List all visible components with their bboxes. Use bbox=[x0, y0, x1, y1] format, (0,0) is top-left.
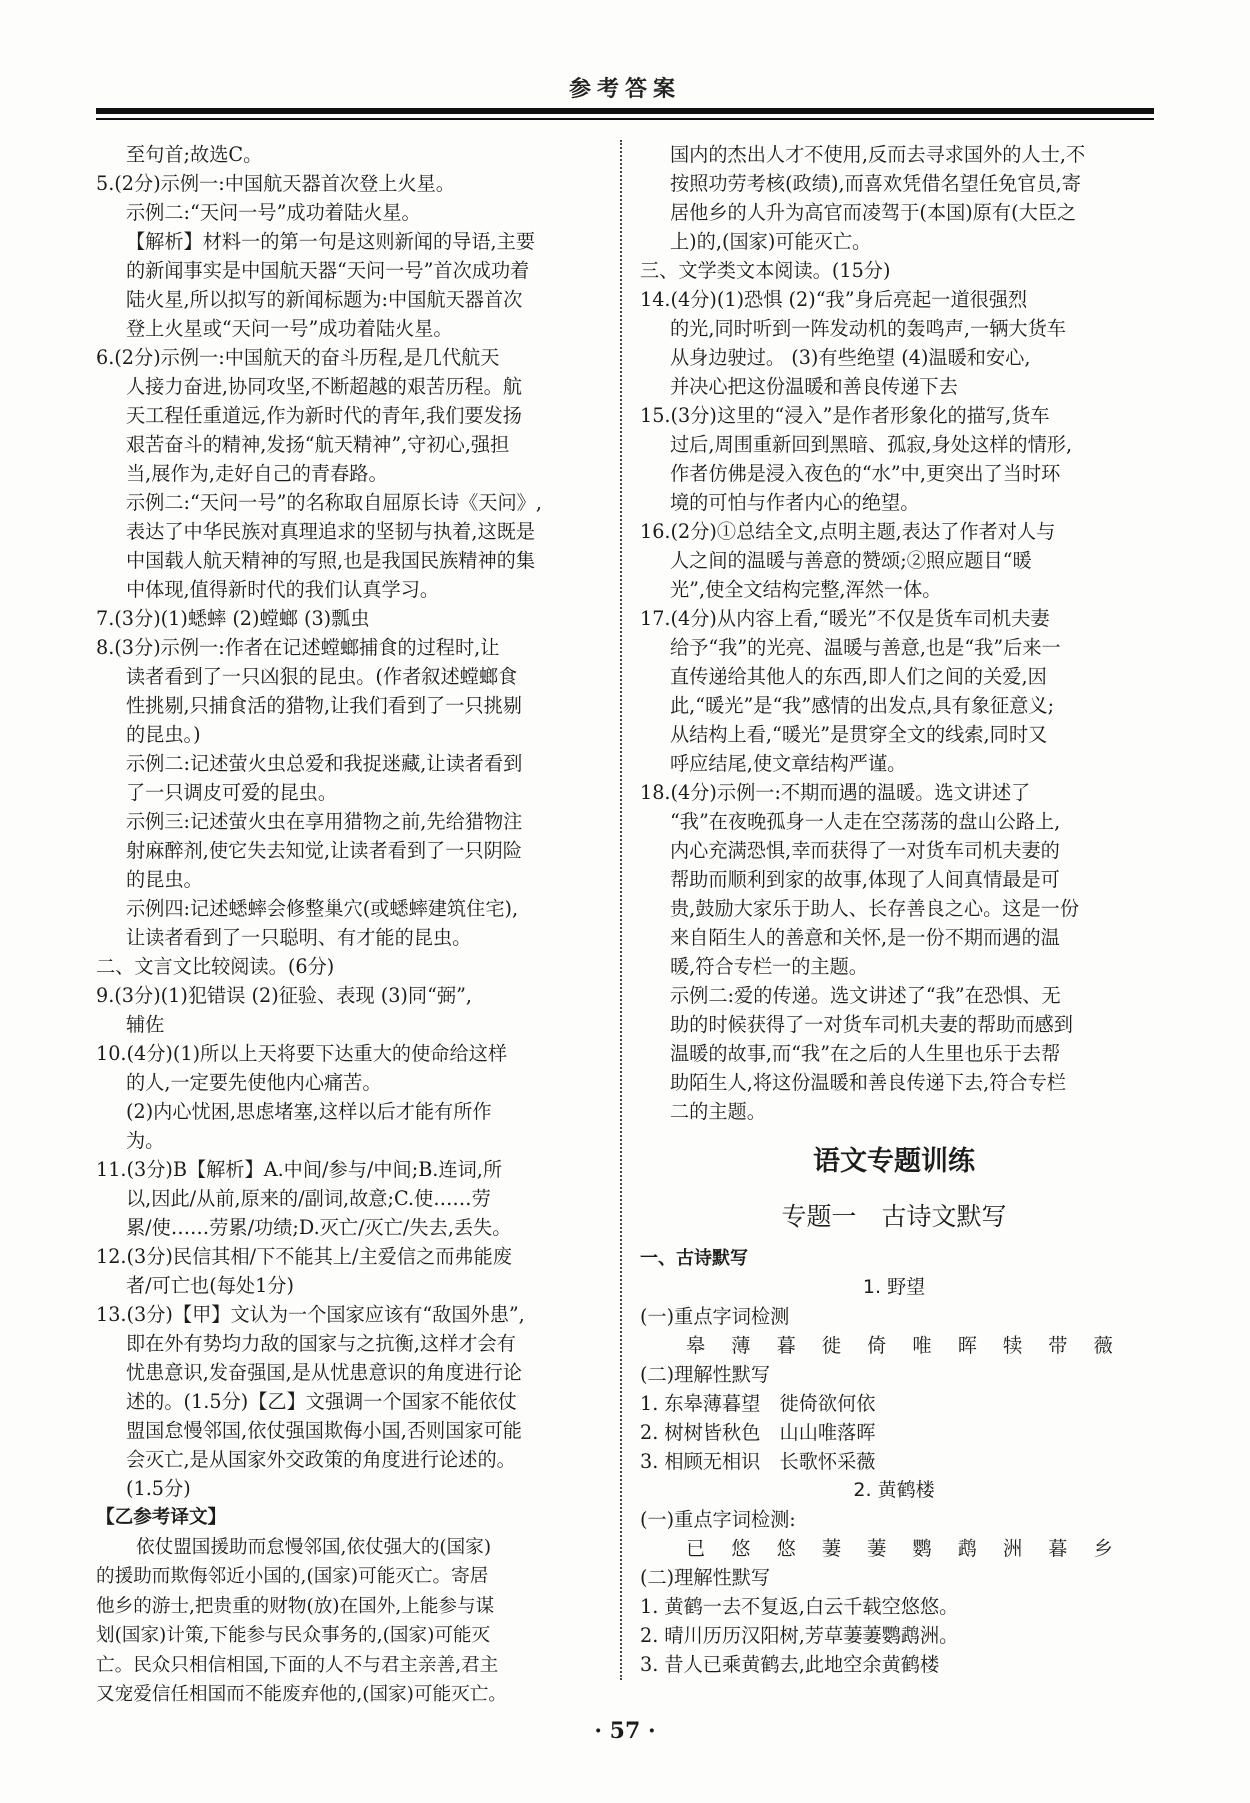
translation-heading: 【乙参考译文】 bbox=[96, 1507, 227, 1528]
text-line: 的人,一定要先使他内心痛苦。 bbox=[126, 1071, 382, 1094]
text-line: (2)内心忧困,思虑堵塞,这样以后才能有所作 bbox=[126, 1100, 492, 1123]
text-line: 6.(2分)示例一:中国航天的奋斗历程,是几代航天 bbox=[96, 346, 500, 369]
text-line: 10.(4分)(1)所以上天将要下达重大的使命给这样 bbox=[96, 1042, 508, 1065]
text-line: 过后,周围重新回到黑暗、孤寂,身处这样的情形, bbox=[670, 433, 1073, 456]
key-words: 已 悠 悠 萋 萋 鹦 鹉 洲 暮 乡 bbox=[686, 1537, 1115, 1560]
text-line: 表达了中华民族对真理追求的坚韧与执着,这既是 bbox=[126, 520, 536, 543]
text-line: 示例二:记述萤火虫总爱和我捉迷藏,让读者看到 bbox=[126, 752, 523, 775]
text-line: 给予“我”的光亮、温暖与善意,也是“我”后来一 bbox=[670, 636, 1061, 659]
text-line: 二、文言文比较阅读。(6分) bbox=[96, 955, 335, 978]
text-line: 示例二:爱的传递。选文讲述了“我”在恐惧、无 bbox=[670, 984, 1061, 1007]
text-line: 8.(3分)示例一:作者在记述螳螂捕食的过程时,让 bbox=[96, 636, 500, 659]
text-line: 即在外有势均力敌的国家与之抗衡,这样才会有 bbox=[126, 1332, 516, 1355]
text-line: 的光,同时听到一阵发动机的轰鸣声,一辆大货车 bbox=[670, 317, 1066, 340]
text-line: “我”在夜晚孤身一人走在空荡荡的盘山公路上, bbox=[670, 810, 1061, 833]
text-line: 13.(3分)【甲】文认为一个国家应该有“敌国外患”, bbox=[96, 1303, 525, 1326]
text-line: 忧患意识,发奋强国,是从忧患意识的角度进行论 bbox=[126, 1361, 522, 1384]
section-title: 语文专题训练 bbox=[813, 1146, 975, 1177]
text-line: 登上火星或“天问一号”成功着陆火星。 bbox=[126, 317, 453, 340]
text-line: 光”,使全文结构完整,浑然一体。 bbox=[670, 578, 942, 601]
text-line: 助的时候获得了一对货车司机夫妻的帮助而感到 bbox=[670, 1013, 1073, 1036]
poem-title: 2. 黄鹤楼 bbox=[853, 1479, 935, 1501]
text-line: 示例二:“天问一号”成功着陆火星。 bbox=[126, 201, 421, 224]
text-line: 中国载人航天精神的写照,也是我国民族精神的集 bbox=[126, 549, 536, 572]
translation-line: 依仗盟国援助而怠慢邻国,依仗强大的(国家) bbox=[136, 1536, 492, 1558]
text-line: 暖,符合专栏一的主题。 bbox=[670, 955, 868, 978]
text-line: 天工程任重道远,作为新时代的青年,我们要发扬 bbox=[126, 404, 522, 427]
text-line: 国内的杰出人才不使用,反而去寻求国外的人士,不 bbox=[670, 143, 1086, 166]
text-line: 内心充满恐惧,幸而获得了一对货车司机夫妻的 bbox=[670, 839, 1060, 862]
page-number: · 57 · bbox=[594, 1718, 656, 1744]
topic-title: 专题一 古诗文默写 bbox=[781, 1202, 1007, 1231]
text-line: 7.(3分)(1)蟋蟀 (2)螳螂 (3)瓢虫 bbox=[96, 607, 370, 630]
text-line: 【解析】材料一的第一句是这则新闻的导语,主要 bbox=[126, 230, 536, 253]
poem-subheading: (一)重点字词检测: bbox=[640, 1508, 796, 1531]
text-line: 人之间的温暖与善意的赞颂;②照应题目“暖 bbox=[670, 549, 1032, 572]
column-divider bbox=[620, 140, 622, 1680]
text-line: 的昆虫。 bbox=[126, 868, 203, 891]
text-line: 从身边驶过。 (3)有些绝望 (4)温暖和安心, bbox=[670, 346, 1031, 369]
text-line: 助陌生人,将这份温暖和善良传递下去,符合专栏 bbox=[670, 1071, 1066, 1094]
header-rule-thin bbox=[96, 118, 1154, 120]
text-line: 此,“暖光”是“我”感情的出发点,具有象征意义; bbox=[670, 694, 1055, 717]
text-line: 为。 bbox=[126, 1129, 165, 1152]
text-line: 上)的,(国家)可能灭亡。 bbox=[670, 230, 872, 253]
poem-line: 1. 东皋薄暮望 徙倚欲何依 bbox=[640, 1392, 876, 1415]
text-line: 述的。(1.5分)【乙】文强调一个国家不能依仗 bbox=[126, 1390, 517, 1413]
text-line: 艰苦奋斗的精神,发扬“航天精神”,守初心,强担 bbox=[126, 433, 510, 456]
text-line: 示例二:“天问一号”的名称取自屈原长诗《天问》, bbox=[126, 491, 542, 514]
key-words: 皋 薄 暮 徙 倚 唯 晖 犊 带 薇 bbox=[686, 1334, 1115, 1357]
translation-lines bbox=[96, 1533, 601, 1710]
header-rule-thick bbox=[96, 108, 1154, 114]
poem-subheading: (二)理解性默写 bbox=[640, 1363, 771, 1386]
text-line: 11.(3分)B【解析】A.中间/参与/中间;B.连词,所 bbox=[96, 1158, 503, 1181]
text-line: 5.(2分)示例一:中国航天器首次登上火星。 bbox=[96, 172, 455, 195]
poem-line: 1. 黄鹤一去不复返,白云千载空悠悠。 bbox=[640, 1595, 959, 1618]
right-answers bbox=[640, 140, 1148, 1126]
text-line: 读者看到了一只凶狠的昆虫。(作者叙述螳螂食 bbox=[126, 665, 518, 688]
poem-line: 3. 昔人已乘黄鹤去,此地空余黄鹤楼 bbox=[640, 1653, 940, 1676]
translation-line: 的援助而欺侮邻近小国的,(国家)可能灭亡。寄居 bbox=[96, 1566, 489, 1587]
text-line: 射麻醉剂,使它失去知觉,让读者看到了一只阴险 bbox=[126, 839, 522, 862]
text-line: 会灭亡,是从国家外交政策的角度进行论述的。 bbox=[126, 1448, 516, 1471]
left-column bbox=[96, 140, 601, 1710]
text-line: 累/使……劳累/功绩;D.灭亡/灭亡/失去,丢失。 bbox=[126, 1216, 512, 1239]
text-line: 居他乡的人升为高官而凌驾于(本国)原有(大臣之 bbox=[670, 201, 1077, 224]
text-line: 作者仿佛是浸入夜色的“水”中,更突出了当时环 bbox=[670, 462, 1061, 485]
text-line: (1.5分) bbox=[126, 1477, 191, 1500]
left-answers bbox=[96, 140, 601, 1503]
translation-line: 划(国家)计策,下能参与民众事务的,(国家)可能灭 bbox=[96, 1625, 491, 1646]
text-line: 贵,鼓励大家乐于助人、长存善良之心。这是一份 bbox=[670, 897, 1080, 920]
text-line: 陆火星,所以拟写的新闻标题为:中国航天器首次 bbox=[126, 288, 523, 311]
text-line: 来自陌生人的善意和关怀,是一份不期而遇的温 bbox=[670, 926, 1060, 949]
translation-block bbox=[96, 1503, 601, 1710]
text-line: 并决心把这份温暖和善良传递下去 bbox=[670, 375, 958, 398]
text-line: 以,因此/从前,原来的/副词,故意;C.使……劳 bbox=[126, 1187, 491, 1210]
text-line: 从结构上看,“暖光”是贯穿全文的线索,同时又 bbox=[670, 723, 1048, 746]
text-line: 辅佐 bbox=[126, 1013, 165, 1036]
text-line: 中体现,值得新时代的我们认真学习。 bbox=[126, 578, 440, 601]
poem-subheading: (一)重点字词检测 bbox=[640, 1305, 790, 1328]
poem-block-2 bbox=[640, 1476, 1148, 1679]
right-column bbox=[640, 140, 1148, 1679]
text-line: 二的主题。 bbox=[670, 1100, 766, 1123]
poem-block-1 bbox=[640, 1273, 1148, 1476]
poem-line: 2. 晴川历历汉阳树,芳草萋萋鹦鹉洲。 bbox=[640, 1624, 959, 1647]
translation-line: 他乡的游士,把贵重的财物(放)在国外,上能参与谋 bbox=[96, 1595, 495, 1617]
poem-subheading: (二)理解性默写 bbox=[640, 1566, 771, 1589]
text-line: 至句首;故选C。 bbox=[126, 143, 263, 166]
text-line: 18.(4分)示例一:不期而遇的温暖。选文讲述了 bbox=[640, 781, 1031, 804]
text-line: 性挑剔,只捕食活的猎物,让我们看到了一只挑剔 bbox=[126, 694, 522, 717]
translation-line: 亡。民众只相信相国,下面的人不与君主亲善,君主 bbox=[96, 1654, 499, 1676]
text-line: 15.(3分)这里的“浸入”是作者形象化的描写,货车 bbox=[640, 404, 1050, 427]
text-line: 当,展作为,走好自己的青春路。 bbox=[126, 462, 388, 485]
text-line: 的新闻事实是中国航天器“天问一号”首次成功着 bbox=[126, 259, 530, 282]
text-line: 直传递给其他人的东西,即人们之间的关爱,因 bbox=[670, 665, 1047, 688]
page-header-title: 参考答案 bbox=[568, 77, 681, 102]
subsection-heading: 一、古诗默写 bbox=[640, 1248, 748, 1269]
poem-line: 3. 相顾无相识 长歌怀采薇 bbox=[640, 1450, 876, 1473]
text-line: 盟国怠慢邻国,依仗强国欺侮小国,否则国家可能 bbox=[126, 1419, 522, 1442]
text-line: 示例四:记述蟋蟀会修整巢穴(或蟋蟀建筑住宅), bbox=[126, 897, 519, 920]
text-line: 境的可怕与作者内心的绝望。 bbox=[670, 491, 920, 514]
text-line: 呼应结尾,使文章结构严谨。 bbox=[670, 752, 907, 775]
text-line: 16.(2分)①总结全文,点明主题,表达了作者对人与 bbox=[640, 520, 1056, 543]
text-line: 示例三:记述萤火虫在享用猎物之前,先给猎物注 bbox=[126, 810, 523, 833]
text-line: 12.(3分)民信其相/下不能其上/主爱信之而弗能废 bbox=[96, 1245, 512, 1268]
text-line: 按照功劳考核(政绩),而喜欢凭借名望任免官员,寄 bbox=[670, 172, 1081, 195]
translation-line: 又宠爱信任相国而不能废弃他的,(国家)可能灭亡。 bbox=[96, 1684, 507, 1705]
text-line: 14.(4分)(1)恐惧 (2)“我”身后亮起一道很强烈 bbox=[640, 288, 1028, 311]
text-line: 者/可亡也(每处1分) bbox=[126, 1274, 294, 1297]
text-line: 帮助而顺利到家的故事,体现了人间真情最是可 bbox=[670, 868, 1060, 891]
text-line: 温暖的故事,而“我”在之后的人生里也乐于去帮 bbox=[670, 1042, 1061, 1065]
text-line: 让读者看到了一只聪明、有才能的昆虫。 bbox=[126, 926, 472, 949]
text-line: 9.(3分)(1)犯错误 (2)征验、表现 (3)同“弼”, bbox=[96, 984, 473, 1007]
text-line: 三、文学类文本阅读。(15分) bbox=[640, 259, 891, 282]
text-line: 的昆虫。) bbox=[126, 723, 201, 746]
text-line: 人接力奋进,协同攻坚,不断超越的艰苦历程。航 bbox=[126, 375, 522, 398]
poem-line: 2. 树树皆秋色 山山唯落晖 bbox=[640, 1421, 876, 1444]
poem-title: 1. 野望 bbox=[862, 1276, 926, 1298]
text-line: 17.(4分)从内容上看,“暖光”不仅是货车司机夫妻 bbox=[640, 607, 1050, 630]
text-line: 了一只调皮可爱的昆虫。 bbox=[126, 781, 338, 804]
